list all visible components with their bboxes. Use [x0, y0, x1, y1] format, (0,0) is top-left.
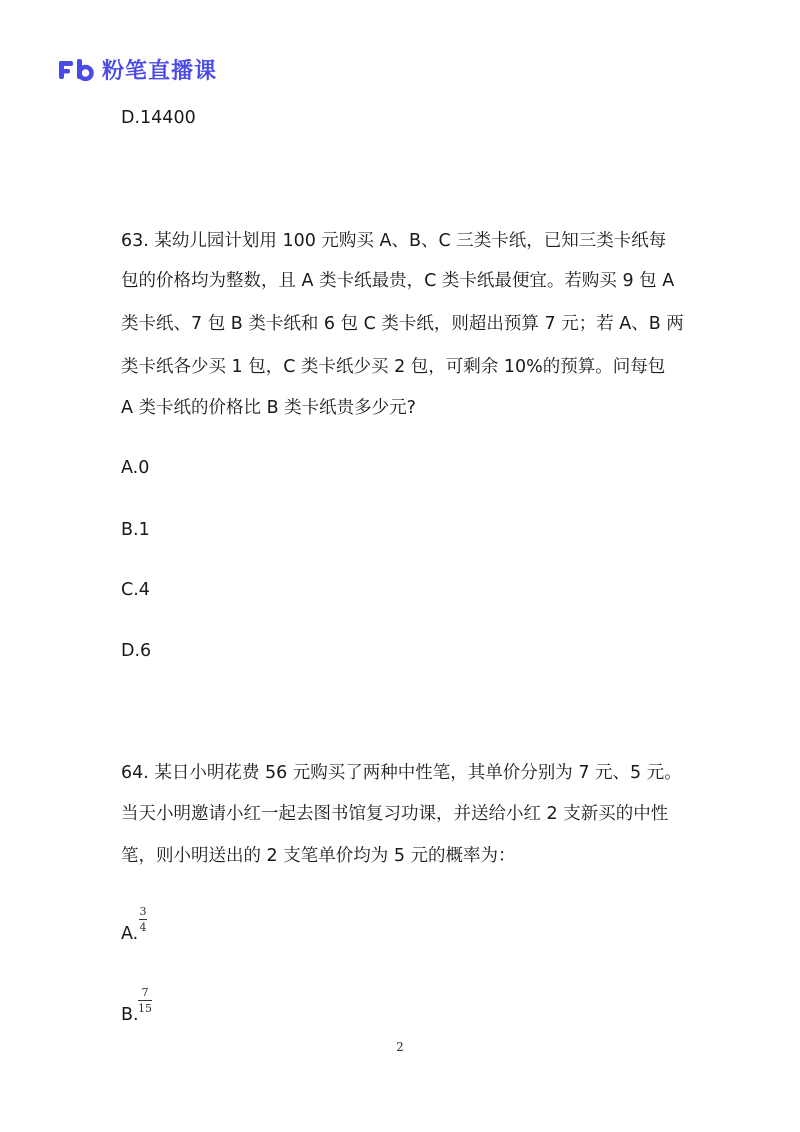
fraction-bar	[139, 919, 147, 920]
q64-option-a-fraction	[139, 905, 147, 934]
prev-option-d: D.14400	[121, 108, 196, 128]
q64-line: 当天小明邀请小红一起去图书馆复习功课，并送给小红 2 支新买的中性	[121, 804, 669, 824]
q63-line: 类卡纸各少买 1 包，C 类卡纸少买 2 包，可剩余 10%的预算。问每包	[121, 357, 666, 377]
q64-line: 64. 某日小明花费 56 元购买了两种中性笔，其单价分别为 7 元、5 元。	[121, 763, 682, 783]
fraction-denominator: 15	[138, 1002, 152, 1015]
fraction-denominator: 4	[139, 921, 147, 934]
brand-logo	[58, 54, 217, 85]
q63-option-b: B.1	[121, 520, 150, 540]
brand-name: 粉笔直播课	[102, 59, 218, 84]
q63-line: 包的价格均为整数，且 A 类卡纸最贵，C 类卡纸最便宜。若购买 9 包 A	[121, 271, 675, 291]
fenbi-logo-icon	[58, 59, 94, 81]
q63-option-a: A.0	[121, 458, 150, 478]
q63-option-c: C.4	[121, 580, 150, 600]
page-number: 2	[396, 1040, 404, 1054]
fraction-numerator: 3	[139, 905, 147, 918]
q64-option-b-fraction	[138, 986, 152, 1015]
q64-option-a-label: A.	[121, 924, 139, 944]
fraction-numerator: 7	[141, 986, 149, 999]
q63-option-d: D.6	[121, 641, 152, 661]
q63-line: 63. 某幼儿园计划用 100 元购买 A、B、C 三类卡纸，已知三类卡纸每	[121, 231, 667, 251]
q64-line: 笔，则小明送出的 2 支笔单价均为 5 元的概率为：	[121, 846, 516, 866]
q64-option-b-label: B.	[121, 1005, 139, 1025]
q63-line: A 类卡纸的价格比 B 类卡纸贵多少元?	[121, 398, 416, 418]
fraction-bar	[138, 1000, 152, 1001]
q63-line: 类卡纸、7 包 B 类卡纸和 6 包 C 类卡纸，则超出预算 7 元；若 A、B 两	[121, 314, 684, 334]
